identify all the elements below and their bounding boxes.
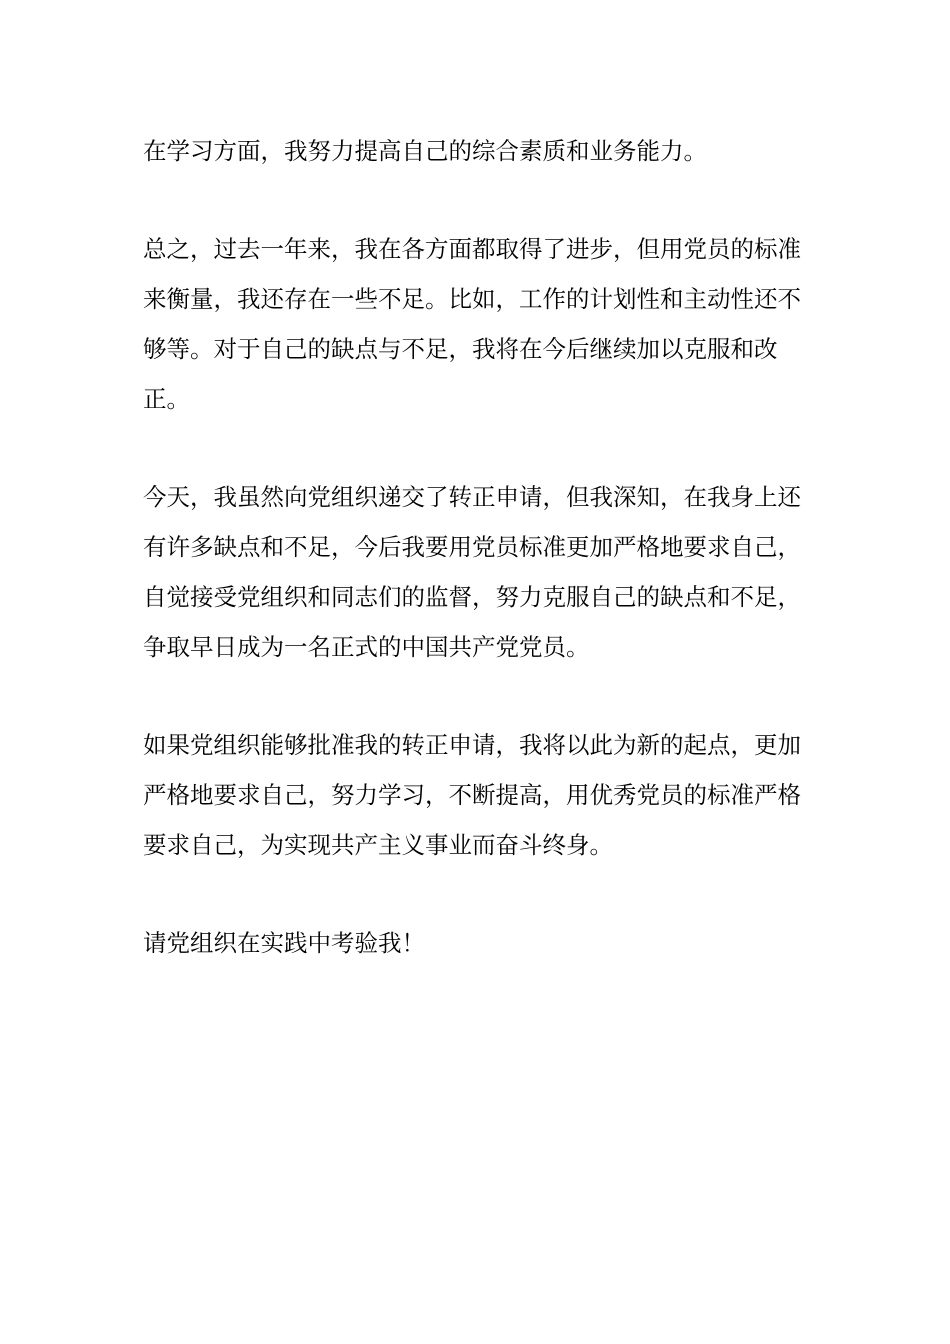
paragraph-summary: 总之，过去一年来，我在各方面都取得了进步，但用党员的标准来衡量，我还存在一些不足。比如，工作的计划性和主动性还不够等。对于自己的缺点与不足，我将在今后继续加以克服和改正。 [143,235,801,413]
paragraph-study: 在学习方面，我努力提高自己的综合素质和业务能力。 [143,137,707,165]
paragraph-commitment: 如果党组织能够批准我的转正申请，我将以此为新的起点，更加严格地要求自己，努力学习，不断提高，用优秀党员的标准严格要求自己，为实现共产主义事业而奋斗终身。 [143,731,801,859]
document-body [143,126,808,1016]
paragraph-closing: 请党组织在实践中考验我！ [143,929,425,957]
paragraph-application: 今天，我虽然向党组织递交了转正申请，但我深知，在我身上还有许多缺点和不足，今后我要用党员标准更加严格地要求自己，自觉接受党组织和同志们的监督，努力克服自己的缺点和不足，争取早日成为一名正式的中国共产党党员。 [143,483,801,661]
